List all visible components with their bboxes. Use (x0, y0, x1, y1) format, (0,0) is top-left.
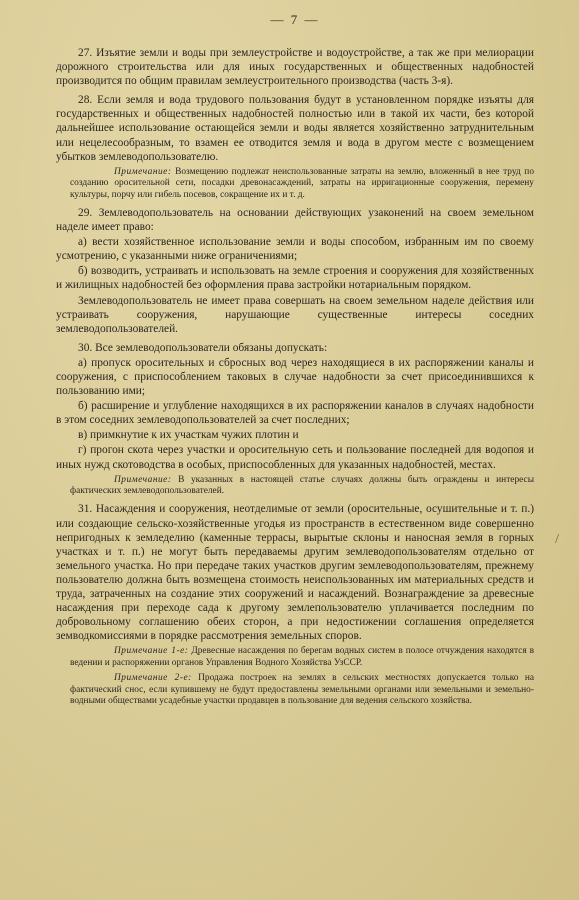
article-27: 27. Изъятие земли и воды при землеустройстве и водоустройстве, а так же при мелиорации дорожного строительства или для иных государственных и общественных надобностей производится по общим правилам землеустроительного производства (часть 3-я). (56, 47, 534, 88)
article-29: 29. Землеводопользователь на основании действующих узаконений на своем земельном наделе имеет право: (56, 206, 534, 234)
note-text: Продажа построек на землях в сельских местностях допускается только на фактический снос, если купившему не будут предоставлены земельными органами или земельными и земельно-водными обществами усадебные участки продавцев в пользование для ведения сельского хозяйства. (70, 673, 535, 707)
article-29-restriction: Землеводопользователь не имеет права совершать на своем земельном наделе действия или устраивать сооружения, нарушающие существенные интересы соседних землеводопользователей. (56, 294, 534, 335)
note-text: В указанных в настоящей статье случаях должны быть ограждены и интересы фактических землеводопользователей. (70, 474, 535, 497)
article-30-item-d: г) прогон скота через участки и оросительную сеть и пользование последней для водопоя и иных нужд скотоводства в особых, приспособленных для указанных надобностей, местах. (56, 444, 534, 471)
note-article-28 (70, 167, 534, 201)
article-30: 30. Все землеводопользователи обязаны допускать: (78, 341, 328, 354)
note-article-31-second (70, 673, 534, 707)
margin-pencil-mark: / (555, 532, 559, 547)
article-30-item-b: б) расширение и углубление находящихся в их распоряжении каналов в случаях надобности в этом соседних землеводопользователей за счет последних; (56, 400, 534, 427)
article-30-item-c: в) примкнутие к их участкам чужих плотин и (78, 429, 299, 442)
note-text: Древесные насаждения по берегам водных систем в полосе отчуждения находятся в ведении и распоряжении органов Управления Водного Хозяйства УзССР. (70, 646, 535, 668)
note-label: Примечание 1-е: (114, 646, 189, 657)
note-article-31-first (70, 646, 534, 669)
article-28: 28. Если земля и вода трудового пользования будут в установленном порядке изъяты для государственных и общественных надобностей полностью или в такой их части, без которой дальнейшее использование остающейся земли и воды является хозяйственно затруднительным или нецелесообразным, то взамен ее отводится земля и вода в другом месте с возмещением убытков землеводопользователю. (56, 94, 534, 163)
note-label: Примечание 2-е: (114, 673, 192, 684)
document-page (56, 12, 534, 711)
note-text: Возмещению подлежат неиспользованные затраты на землю, вложенный в нее труд по созданию оросительной сети, посадки древонасаждений, затраты на ирригационные сооружения, перемену культуры, порчу или гибель посевов, сокращение их и т. д. (70, 166, 535, 200)
article-29-item-b: б) возводить, устраивать и использовать на земле строения и сооружения для хозяйственных и жилищных надобностей без оформления права застройки нотариальным порядком. (56, 265, 534, 292)
article-29-item-a: а) вести хозяйственное использование земли и воды способом, избранным им по своему усмотрению, с указанными ниже ограничениями; (56, 236, 534, 263)
note-article-30 (70, 475, 534, 498)
note-label: Примечание: (114, 166, 172, 177)
page-number: — 7 — (270, 12, 320, 27)
note-label: Примечание: (114, 474, 172, 485)
article-31: 31. Насаждения и сооружения, неотделимые от земли (оросительные, осушительные и т. п.) или создающие сельско-хозяйственные угодья из пространств в естественном виде совершенно непригодных к земледелию (каменные террасы, вырытые склоны и наносная земля в горных участках и т. п.) не могут быть передаваемы другим землеводопользователям отдельно от земельного участка. Но при передаче таких участков другим землеводопользователям, прежнему пользователю должна быть возмещена стоимость неиспользованных им материальных средств и труда, затраченных на создание этих сооружений и насаждений. Вознаграждение за древесные насаждения при переходе сада к другому землепользователю уплачивается последним по добровольному соглашению обеих сторон, а при недостижении соглашения определяется земводкомиссиями в порядке рассмотрения земельных споров. (56, 503, 534, 643)
article-30-item-a: а) пропуск оросительных и сбросных вод через находящиеся в их распоряжении каналы и сооружения, с приспособлением таковых в случае надобности за счет присоединившихся к пользованию ими; (56, 356, 534, 398)
